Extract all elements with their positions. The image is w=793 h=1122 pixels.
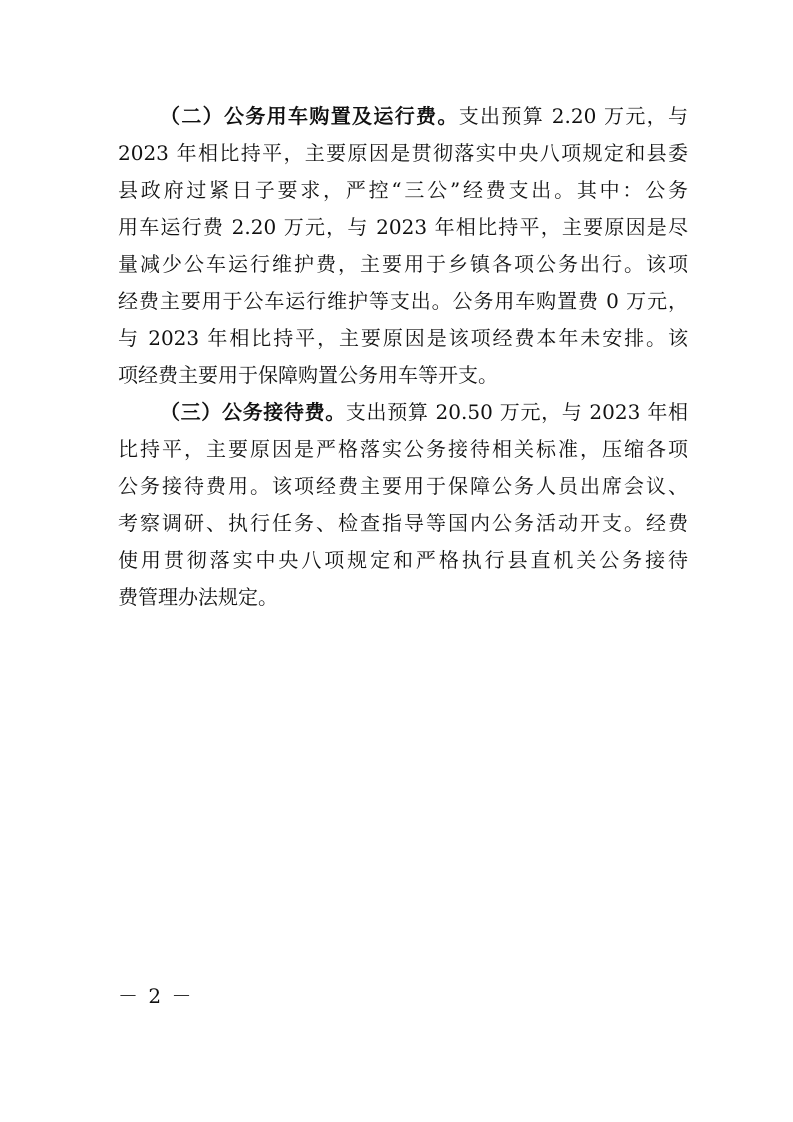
paragraph-line: 2023 年相比持平，主要原因是贯彻落实中央八项规定和县委	[118, 141, 688, 165]
section-heading: （三）公务接待费。	[160, 400, 346, 424]
paragraph-line: 公务接待费用。该项经费主要用于保障公务人员出席会议、	[118, 474, 688, 498]
paragraph-line: 与 2023 年相比持平，主要原因是该项经费本年未安排。该	[118, 326, 688, 350]
paragraph-text: 支出预算 20.50 万元，与 2023 年相	[345, 400, 689, 424]
section-vehicle-expenses	[118, 98, 688, 394]
paragraph-line: 县政府过紧日子要求，严控“三公”经费支出。其中：公务	[118, 178, 688, 202]
paragraph-text: 支出预算 2.20 万元，与	[458, 104, 688, 128]
section-heading: （二）公务用车购置及运行费。	[160, 104, 459, 128]
paragraph-line: 比持平，主要原因是严格落实公务接待相关标准，压缩各项	[118, 437, 688, 461]
section-reception-expenses	[118, 394, 688, 616]
paragraph-line: 项经费主要用于保障购置公务用车等开支。	[118, 363, 498, 387]
page-number: － 2 －	[118, 984, 194, 1008]
paragraph-line: 使用贯彻落实中央八项规定和严格执行县直机关公务接待	[118, 548, 688, 572]
document-body	[118, 98, 688, 616]
paragraph-line: 量减少公车运行维护费，主要用于乡镇各项公务出行。该项	[118, 252, 688, 276]
paragraph-line: 费管理办法规定。	[118, 585, 278, 609]
paragraph-line: 经费主要用于公车运行维护等支出。公务用车购置费 0 万元，	[118, 289, 688, 313]
paragraph-line	[118, 98, 688, 135]
paragraph-line: 考察调研、执行任务、检查指导等国内公务活动开支。经费	[118, 511, 688, 535]
paragraph-line	[118, 394, 688, 431]
paragraph-line: 用车运行费 2.20 万元，与 2023 年相比持平，主要原因是尽	[118, 215, 688, 239]
